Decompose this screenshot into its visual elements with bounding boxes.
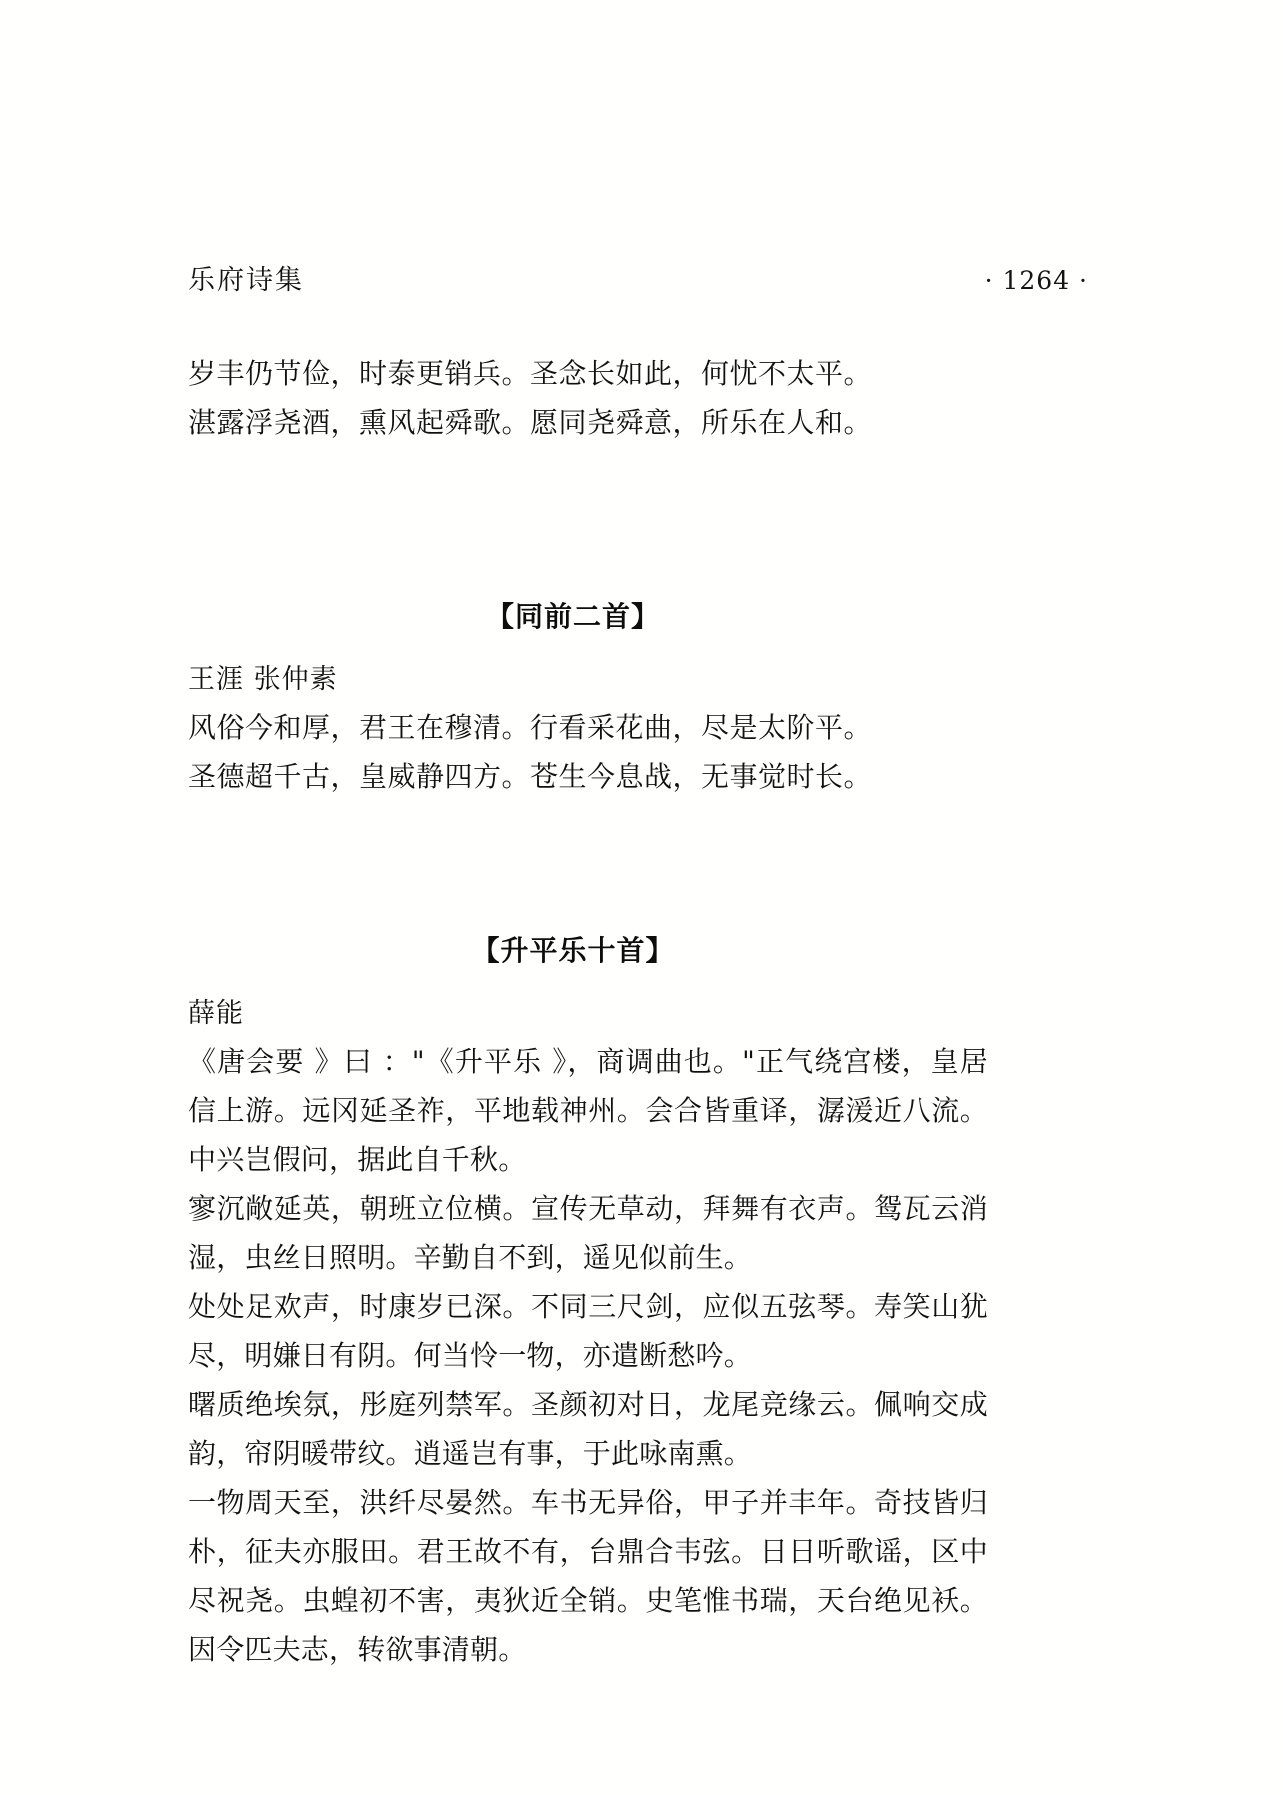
poem-paragraph: 一物周天至，洪纤尽晏然。车书无异俗，甲子并丰年。奇技皆归朴，征夫亦服田。君王故不有，台鼎合韦弦。日日听歌谣，区中尽祝尧。虫蝗初不害，夷狄近全销。史笔惟书瑞，天台绝见袄。因令匹夫志，转欲事清朝。 <box>188 1486 988 1666</box>
top-verse-block <box>188 349 1088 447</box>
verse-line: 风俗今和厚，君王在穆清。行看采花曲，尽是太阶平。 <box>188 711 873 744</box>
poem-paragraph: 处处足欢声，时康岁已深。不同三尺剑，应似五弦琴。寿笑山犹尽，明嫌日有阴。何当怜一物，亦遣断愁吟。 <box>188 1290 988 1372</box>
book-title: 乐府诗集 <box>188 265 304 296</box>
verse-line: 湛露浮尧酒，熏风起舜歌。愿同尧舜意，所乐在人和。 <box>188 406 873 439</box>
poem-paragraph: 《唐会要 》曰 ："《升平乐 》，商调曲也。"正气绕宫楼，皇居信上游。远冈延圣祚，平地载神州。会合皆重译，潺湲近八流。中兴岂假问，据此自千秋。 <box>188 1045 988 1176</box>
section-title: 【升平乐十首】 <box>471 934 675 967</box>
page-content <box>188 258 1088 1674</box>
page-number: · 1264 · <box>984 266 1088 295</box>
section-author: 薛能 <box>188 998 244 1029</box>
section-shengpingyue-shishou <box>188 929 1088 1674</box>
verse-line: 岁丰仍节俭，时泰更销兵。圣念长如此，何忧不太平。 <box>188 357 873 390</box>
spacer <box>188 447 1088 595</box>
section-title: 【同前二首】 <box>485 600 660 633</box>
section-author: 王涯 张仲素 <box>188 664 338 695</box>
spacer <box>188 801 1088 929</box>
poem-paragraph: 寥沉敞延英，朝班立位横。宣传无草动，拜舞有衣声。鸳瓦云消湿，虫丝日照明。辛勤自不到，遥见似前生。 <box>188 1192 988 1274</box>
page-header <box>188 258 1088 297</box>
poem-paragraph: 曙质绝埃氛，彤庭列禁军。圣颜初对日，龙尾竞缘云。佩响交成韵，帘阴暖带纹。逍遥岂有事，于此咏南熏。 <box>188 1388 988 1470</box>
verse-line: 圣德超千古，皇威静四方。苍生今息战，无事觉时长。 <box>188 760 873 793</box>
section-tongqian-ershou <box>188 595 1088 801</box>
